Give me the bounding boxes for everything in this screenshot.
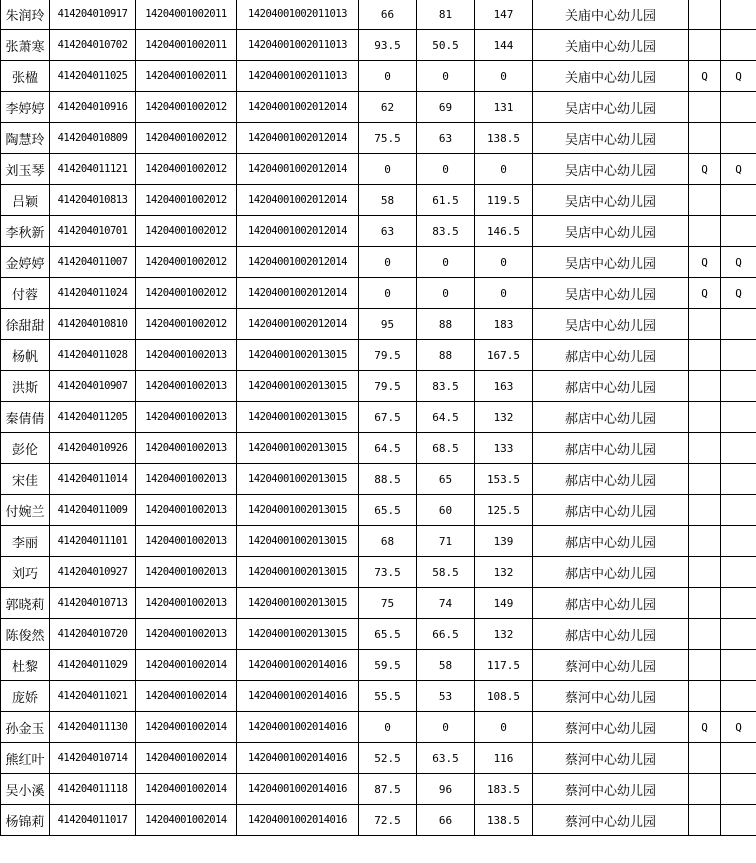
school-name-cell: 郝店中心幼儿园 <box>533 619 689 650</box>
score-1-cell: 58 <box>359 185 417 216</box>
exam-number-cell: 414204011028 <box>50 340 136 371</box>
candidate-name-cell: 张楹 <box>1 61 50 92</box>
position-code-cell: 14204001002013015 <box>237 433 359 464</box>
score-1-cell: 95 <box>359 309 417 340</box>
table-row <box>1 681 756 712</box>
total-score-cell: 183 <box>475 309 533 340</box>
school-name-cell: 郝店中心幼儿园 <box>533 588 689 619</box>
total-score-cell: 146.5 <box>475 216 533 247</box>
flag-2-cell <box>721 557 756 588</box>
score-2-cell: 71 <box>417 526 475 557</box>
score-1-cell: 72.5 <box>359 805 417 836</box>
position-code-cell: 14204001002012014 <box>237 216 359 247</box>
candidate-name-cell: 庞娇 <box>1 681 50 712</box>
score-2-cell: 0 <box>417 712 475 743</box>
exam-number-cell: 414204010917 <box>50 0 136 30</box>
flag-1-cell <box>689 433 721 464</box>
school-name-cell: 郝店中心幼儿园 <box>533 371 689 402</box>
table-row <box>1 309 756 340</box>
exam-number-cell: 414204010907 <box>50 371 136 402</box>
table-row <box>1 30 756 61</box>
score-2-cell: 88 <box>417 340 475 371</box>
score-1-cell: 0 <box>359 154 417 185</box>
score-2-cell: 65 <box>417 464 475 495</box>
unit-code-cell: 14204001002013 <box>136 340 237 371</box>
flag-1-cell: Q <box>689 61 721 92</box>
candidate-name-cell: 吴小溪 <box>1 774 50 805</box>
unit-code-cell: 14204001002013 <box>136 526 237 557</box>
school-name-cell: 吴店中心幼儿园 <box>533 123 689 154</box>
candidate-name-cell: 陶慧玲 <box>1 123 50 154</box>
flag-2-cell <box>721 743 756 774</box>
unit-code-cell: 14204001002012 <box>136 216 237 247</box>
school-name-cell: 蔡河中心幼儿园 <box>533 650 689 681</box>
unit-code-cell: 14204001002011 <box>136 61 237 92</box>
score-2-cell: 69 <box>417 92 475 123</box>
unit-code-cell: 14204001002011 <box>136 30 237 61</box>
candidate-name-cell: 金婷婷 <box>1 247 50 278</box>
unit-code-cell: 14204001002014 <box>136 743 237 774</box>
score-1-cell: 93.5 <box>359 30 417 61</box>
flag-2-cell <box>721 371 756 402</box>
score-2-cell: 58 <box>417 650 475 681</box>
flag-1-cell <box>689 185 721 216</box>
candidate-name-cell: 李丽 <box>1 526 50 557</box>
candidate-name-cell: 张萧寒 <box>1 30 50 61</box>
flag-1-cell <box>689 495 721 526</box>
score-1-cell: 79.5 <box>359 340 417 371</box>
total-score-cell: 167.5 <box>475 340 533 371</box>
score-2-cell: 63.5 <box>417 743 475 774</box>
score-1-cell: 73.5 <box>359 557 417 588</box>
exam-number-cell: 414204010713 <box>50 588 136 619</box>
score-1-cell: 79.5 <box>359 371 417 402</box>
school-name-cell: 郝店中心幼儿园 <box>533 340 689 371</box>
flag-2-cell <box>721 92 756 123</box>
table-row <box>1 340 756 371</box>
table-row <box>1 619 756 650</box>
flag-1-cell <box>689 0 721 30</box>
exam-number-cell: 414204010702 <box>50 30 136 61</box>
unit-code-cell: 14204001002012 <box>136 247 237 278</box>
candidate-name-cell: 秦倩倩 <box>1 402 50 433</box>
exam-number-cell: 414204011121 <box>50 154 136 185</box>
score-1-cell: 0 <box>359 712 417 743</box>
table-row <box>1 92 756 123</box>
score-1-cell: 63 <box>359 216 417 247</box>
exam-number-cell: 414204010813 <box>50 185 136 216</box>
position-code-cell: 14204001002011013 <box>237 0 359 30</box>
unit-code-cell: 14204001002014 <box>136 805 237 836</box>
school-name-cell: 郝店中心幼儿园 <box>533 526 689 557</box>
unit-code-cell: 14204001002012 <box>136 123 237 154</box>
flag-2-cell: Q <box>721 61 756 92</box>
unit-code-cell: 14204001002013 <box>136 464 237 495</box>
school-name-cell: 郝店中心幼儿园 <box>533 495 689 526</box>
flag-1-cell <box>689 123 721 154</box>
unit-code-cell: 14204001002013 <box>136 371 237 402</box>
table-row <box>1 123 756 154</box>
table-row <box>1 154 756 185</box>
total-score-cell: 132 <box>475 557 533 588</box>
flag-1-cell <box>689 650 721 681</box>
position-code-cell: 14204001002014016 <box>237 681 359 712</box>
exam-number-cell: 414204010720 <box>50 619 136 650</box>
unit-code-cell: 14204001002012 <box>136 278 237 309</box>
position-code-cell: 14204001002012014 <box>237 154 359 185</box>
exam-number-cell: 414204011130 <box>50 712 136 743</box>
table-row <box>1 185 756 216</box>
total-score-cell: 138.5 <box>475 123 533 154</box>
unit-code-cell: 14204001002013 <box>136 495 237 526</box>
score-2-cell: 64.5 <box>417 402 475 433</box>
total-score-cell: 0 <box>475 278 533 309</box>
exam-number-cell: 414204011014 <box>50 464 136 495</box>
school-name-cell: 郝店中心幼儿园 <box>533 433 689 464</box>
total-score-cell: 153.5 <box>475 464 533 495</box>
table-row <box>1 247 756 278</box>
flag-1-cell <box>689 371 721 402</box>
flag-2-cell <box>721 774 756 805</box>
score-1-cell: 75.5 <box>359 123 417 154</box>
position-code-cell: 14204001002013015 <box>237 495 359 526</box>
flag-1-cell <box>689 340 721 371</box>
candidate-name-cell: 郭晓莉 <box>1 588 50 619</box>
school-name-cell: 吴店中心幼儿园 <box>533 247 689 278</box>
unit-code-cell: 14204001002014 <box>136 712 237 743</box>
table-body <box>1 0 756 836</box>
candidate-name-cell: 吕颖 <box>1 185 50 216</box>
flag-1-cell <box>689 805 721 836</box>
flag-2-cell <box>721 650 756 681</box>
exam-number-cell: 414204011007 <box>50 247 136 278</box>
position-code-cell: 14204001002013015 <box>237 526 359 557</box>
table-row <box>1 278 756 309</box>
school-name-cell: 蔡河中心幼儿园 <box>533 712 689 743</box>
school-name-cell: 郝店中心幼儿园 <box>533 464 689 495</box>
flag-1-cell <box>689 30 721 61</box>
unit-code-cell: 14204001002013 <box>136 588 237 619</box>
score-2-cell: 0 <box>417 278 475 309</box>
exam-number-cell: 414204011101 <box>50 526 136 557</box>
flag-2-cell <box>721 464 756 495</box>
total-score-cell: 133 <box>475 433 533 464</box>
flag-2-cell: Q <box>721 247 756 278</box>
position-code-cell: 14204001002013015 <box>237 464 359 495</box>
score-1-cell: 59.5 <box>359 650 417 681</box>
candidate-name-cell: 洪斯 <box>1 371 50 402</box>
score-1-cell: 0 <box>359 247 417 278</box>
candidate-name-cell: 刘玉琴 <box>1 154 50 185</box>
score-1-cell: 66 <box>359 0 417 30</box>
position-code-cell: 14204001002012014 <box>237 92 359 123</box>
total-score-cell: 116 <box>475 743 533 774</box>
score-2-cell: 96 <box>417 774 475 805</box>
score-2-cell: 0 <box>417 154 475 185</box>
total-score-cell: 138.5 <box>475 805 533 836</box>
flag-1-cell: Q <box>689 154 721 185</box>
candidate-name-cell: 杨帆 <box>1 340 50 371</box>
score-1-cell: 87.5 <box>359 774 417 805</box>
flag-2-cell: Q <box>721 278 756 309</box>
total-score-cell: 149 <box>475 588 533 619</box>
unit-code-cell: 14204001002012 <box>136 185 237 216</box>
table-row <box>1 61 756 92</box>
total-score-cell: 108.5 <box>475 681 533 712</box>
candidate-name-cell: 宋佳 <box>1 464 50 495</box>
score-2-cell: 88 <box>417 309 475 340</box>
score-2-cell: 63 <box>417 123 475 154</box>
exam-number-cell: 414204011029 <box>50 650 136 681</box>
flag-2-cell <box>721 216 756 247</box>
school-name-cell: 关庙中心幼儿园 <box>533 30 689 61</box>
unit-code-cell: 14204001002011 <box>136 0 237 30</box>
exam-number-cell: 414204011009 <box>50 495 136 526</box>
total-score-cell: 125.5 <box>475 495 533 526</box>
school-name-cell: 蔡河中心幼儿园 <box>533 805 689 836</box>
flag-2-cell <box>721 526 756 557</box>
candidate-name-cell: 陈俊然 <box>1 619 50 650</box>
total-score-cell: 0 <box>475 712 533 743</box>
table-row <box>1 216 756 247</box>
unit-code-cell: 14204001002014 <box>136 650 237 681</box>
score-2-cell: 0 <box>417 247 475 278</box>
flag-1-cell <box>689 681 721 712</box>
school-name-cell: 蔡河中心幼儿园 <box>533 743 689 774</box>
flag-1-cell <box>689 216 721 247</box>
total-score-cell: 163 <box>475 371 533 402</box>
score-1-cell: 88.5 <box>359 464 417 495</box>
flag-2-cell <box>721 340 756 371</box>
total-score-cell: 0 <box>475 61 533 92</box>
flag-2-cell <box>721 433 756 464</box>
flag-2-cell <box>721 588 756 619</box>
score-1-cell: 0 <box>359 278 417 309</box>
school-name-cell: 吴店中心幼儿园 <box>533 309 689 340</box>
flag-1-cell <box>689 743 721 774</box>
total-score-cell: 144 <box>475 30 533 61</box>
table-row <box>1 526 756 557</box>
position-code-cell: 14204001002014016 <box>237 712 359 743</box>
total-score-cell: 0 <box>475 154 533 185</box>
unit-code-cell: 14204001002013 <box>136 433 237 464</box>
unit-code-cell: 14204001002013 <box>136 557 237 588</box>
flag-1-cell <box>689 588 721 619</box>
flag-2-cell <box>721 619 756 650</box>
school-name-cell: 吴店中心幼儿园 <box>533 92 689 123</box>
flag-1-cell <box>689 619 721 650</box>
flag-2-cell: Q <box>721 712 756 743</box>
total-score-cell: 147 <box>475 0 533 30</box>
flag-2-cell <box>721 402 756 433</box>
position-code-cell: 14204001002011013 <box>237 30 359 61</box>
flag-2-cell <box>721 681 756 712</box>
score-2-cell: 66 <box>417 805 475 836</box>
total-score-cell: 132 <box>475 402 533 433</box>
school-name-cell: 吴店中心幼儿园 <box>533 185 689 216</box>
exam-number-cell: 414204010916 <box>50 92 136 123</box>
flag-1-cell <box>689 402 721 433</box>
candidate-name-cell: 孙金玉 <box>1 712 50 743</box>
flag-1-cell <box>689 526 721 557</box>
score-1-cell: 0 <box>359 61 417 92</box>
position-code-cell: 14204001002014016 <box>237 743 359 774</box>
table-row <box>1 743 756 774</box>
position-code-cell: 14204001002013015 <box>237 402 359 433</box>
flag-2-cell <box>721 185 756 216</box>
flag-2-cell <box>721 0 756 30</box>
score-2-cell: 50.5 <box>417 30 475 61</box>
school-name-cell: 吴店中心幼儿园 <box>533 278 689 309</box>
total-score-cell: 0 <box>475 247 533 278</box>
position-code-cell: 14204001002013015 <box>237 340 359 371</box>
exam-number-cell: 414204011021 <box>50 681 136 712</box>
candidate-name-cell: 彭伦 <box>1 433 50 464</box>
candidate-name-cell: 杜黎 <box>1 650 50 681</box>
score-2-cell: 68.5 <box>417 433 475 464</box>
school-name-cell: 蔡河中心幼儿园 <box>533 681 689 712</box>
exam-number-cell: 414204011205 <box>50 402 136 433</box>
exam-number-cell: 414204010810 <box>50 309 136 340</box>
table-row <box>1 650 756 681</box>
score-1-cell: 68 <box>359 526 417 557</box>
candidate-name-cell: 熊红叶 <box>1 743 50 774</box>
unit-code-cell: 14204001002012 <box>136 309 237 340</box>
unit-code-cell: 14204001002013 <box>136 619 237 650</box>
position-code-cell: 14204001002013015 <box>237 557 359 588</box>
position-code-cell: 14204001002014016 <box>237 650 359 681</box>
score-1-cell: 65.5 <box>359 619 417 650</box>
position-code-cell: 14204001002014016 <box>237 774 359 805</box>
score-2-cell: 81 <box>417 0 475 30</box>
exam-number-cell: 414204010809 <box>50 123 136 154</box>
score-2-cell: 74 <box>417 588 475 619</box>
total-score-cell: 119.5 <box>475 185 533 216</box>
score-2-cell: 0 <box>417 61 475 92</box>
table-row <box>1 0 756 30</box>
total-score-cell: 131 <box>475 92 533 123</box>
flag-2-cell <box>721 495 756 526</box>
score-1-cell: 75 <box>359 588 417 619</box>
flag-2-cell: Q <box>721 154 756 185</box>
table-row <box>1 805 756 836</box>
total-score-cell: 117.5 <box>475 650 533 681</box>
flag-2-cell <box>721 309 756 340</box>
unit-code-cell: 14204001002012 <box>136 92 237 123</box>
exam-number-cell: 414204010926 <box>50 433 136 464</box>
position-code-cell: 14204001002013015 <box>237 588 359 619</box>
score-1-cell: 62 <box>359 92 417 123</box>
position-code-cell: 14204001002013015 <box>237 619 359 650</box>
exam-number-cell: 414204011025 <box>50 61 136 92</box>
score-1-cell: 52.5 <box>359 743 417 774</box>
school-name-cell: 关庙中心幼儿园 <box>533 0 689 30</box>
candidate-name-cell: 杨锦莉 <box>1 805 50 836</box>
table-row <box>1 712 756 743</box>
school-name-cell: 蔡河中心幼儿园 <box>533 774 689 805</box>
total-score-cell: 139 <box>475 526 533 557</box>
exam-number-cell: 414204011118 <box>50 774 136 805</box>
score-2-cell: 66.5 <box>417 619 475 650</box>
flag-2-cell <box>721 123 756 154</box>
position-code-cell: 14204001002012014 <box>237 247 359 278</box>
candidate-name-cell: 李秋新 <box>1 216 50 247</box>
score-1-cell: 55.5 <box>359 681 417 712</box>
candidate-name-cell: 李婷婷 <box>1 92 50 123</box>
flag-1-cell: Q <box>689 278 721 309</box>
school-name-cell: 吴店中心幼儿园 <box>533 154 689 185</box>
position-code-cell: 14204001002014016 <box>237 805 359 836</box>
school-name-cell: 郝店中心幼儿园 <box>533 402 689 433</box>
score-2-cell: 58.5 <box>417 557 475 588</box>
flag-1-cell <box>689 774 721 805</box>
school-name-cell: 吴店中心幼儿园 <box>533 216 689 247</box>
table-row <box>1 495 756 526</box>
candidate-name-cell: 付婉兰 <box>1 495 50 526</box>
position-code-cell: 14204001002011013 <box>237 61 359 92</box>
score-1-cell: 65.5 <box>359 495 417 526</box>
flag-1-cell <box>689 464 721 495</box>
score-1-cell: 67.5 <box>359 402 417 433</box>
flag-2-cell <box>721 805 756 836</box>
score-2-cell: 83.5 <box>417 216 475 247</box>
flag-2-cell <box>721 30 756 61</box>
total-score-cell: 183.5 <box>475 774 533 805</box>
exam-number-cell: 414204010701 <box>50 216 136 247</box>
flag-1-cell: Q <box>689 247 721 278</box>
position-code-cell: 14204001002012014 <box>237 123 359 154</box>
position-code-cell: 14204001002012014 <box>237 185 359 216</box>
total-score-cell: 132 <box>475 619 533 650</box>
table-row <box>1 557 756 588</box>
score-2-cell: 53 <box>417 681 475 712</box>
score-2-cell: 60 <box>417 495 475 526</box>
score-1-cell: 64.5 <box>359 433 417 464</box>
flag-1-cell <box>689 92 721 123</box>
school-name-cell: 郝店中心幼儿园 <box>533 557 689 588</box>
unit-code-cell: 14204001002012 <box>136 154 237 185</box>
position-code-cell: 14204001002012014 <box>237 309 359 340</box>
position-code-cell: 14204001002012014 <box>237 278 359 309</box>
candidate-name-cell: 朱润玲 <box>1 0 50 30</box>
table-row <box>1 774 756 805</box>
flag-1-cell <box>689 557 721 588</box>
school-name-cell: 关庙中心幼儿园 <box>533 61 689 92</box>
position-code-cell: 14204001002013015 <box>237 371 359 402</box>
table-row <box>1 433 756 464</box>
table-row <box>1 402 756 433</box>
candidate-name-cell: 付蓉 <box>1 278 50 309</box>
exam-number-cell: 414204011024 <box>50 278 136 309</box>
flag-1-cell <box>689 309 721 340</box>
unit-code-cell: 14204001002014 <box>136 681 237 712</box>
score-2-cell: 61.5 <box>417 185 475 216</box>
exam-number-cell: 414204011017 <box>50 805 136 836</box>
score-2-cell: 83.5 <box>417 371 475 402</box>
candidate-name-cell: 徐甜甜 <box>1 309 50 340</box>
table-row <box>1 464 756 495</box>
table-row <box>1 371 756 402</box>
unit-code-cell: 14204001002014 <box>136 774 237 805</box>
candidate-name-cell: 刘巧 <box>1 557 50 588</box>
table-row <box>1 588 756 619</box>
exam-number-cell: 414204010927 <box>50 557 136 588</box>
exam-number-cell: 414204010714 <box>50 743 136 774</box>
flag-1-cell: Q <box>689 712 721 743</box>
unit-code-cell: 14204001002013 <box>136 402 237 433</box>
